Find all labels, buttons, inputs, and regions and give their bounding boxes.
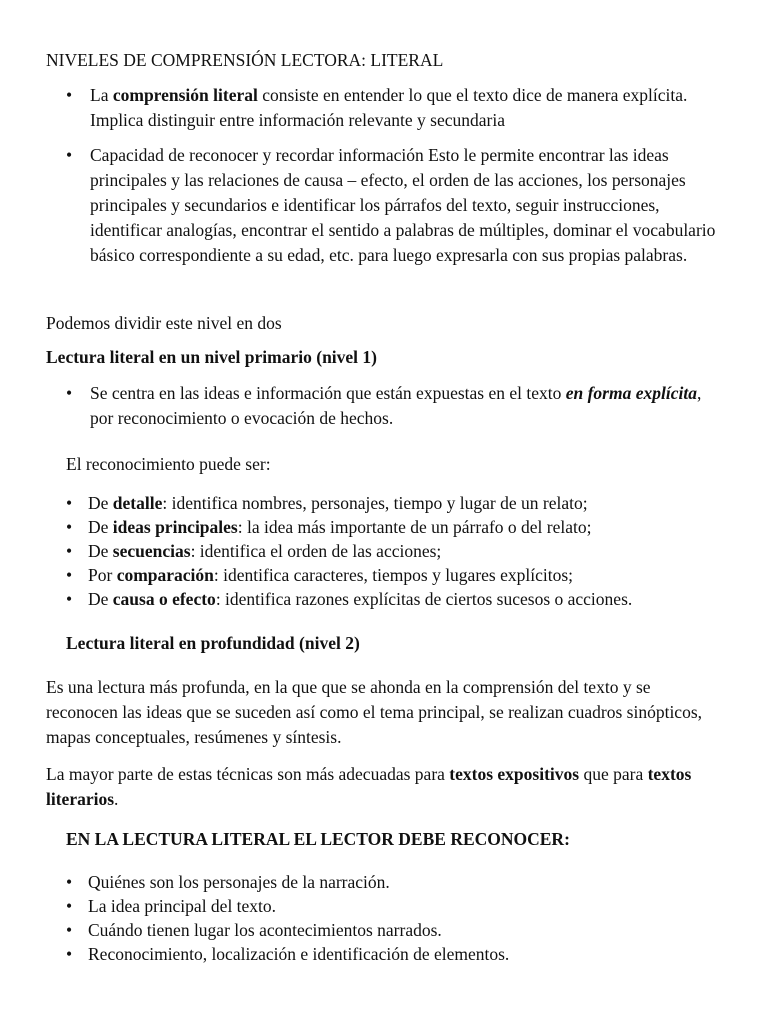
list-item: • La comprensión literal consiste en entender lo que el texto dice de manera explícita. Implica distinguir entre información relevante y secundaria <box>46 83 726 133</box>
level1-bullet-list <box>46 381 726 431</box>
list-item: • Se centra en las ideas e información que están expuestas en el texto en forma explícita, por reconocimiento o evocación de hechos. <box>46 381 726 431</box>
list-item: • De causa o efecto: identifica razones explícitas de ciertos sucesos o acciones. <box>46 587 736 611</box>
recognition-intro: El reconocimiento puede ser: <box>66 454 271 474</box>
level2-heading: Lectura literal en profundidad (nivel 2) <box>66 633 360 653</box>
level1-heading: Lectura literal en un nivel primario (nivel 1) <box>46 347 377 367</box>
list-item: • Reconocimiento, localización e identificación de elementos. <box>46 942 726 966</box>
intro-bullet-list <box>46 83 726 268</box>
list-item: • De secuencias: identifica el orden de las acciones; <box>46 539 736 563</box>
list-item: • Quiénes son los personajes de la narración. <box>46 870 726 894</box>
reader-list <box>46 870 726 966</box>
divide-text: Podemos dividir este nivel en dos <box>46 313 282 333</box>
reader-heading: EN LA LECTURA LITERAL EL LECTOR DEBE RECONOCER: <box>66 829 570 849</box>
list-item: • Por comparación: identifica caracteres, tiempos y lugares explícitos; <box>46 563 736 587</box>
techniques-paragraph: La mayor parte de estas técnicas son más adecuadas para textos expositivos que para textos literarios. <box>46 764 692 809</box>
list-item: • Capacidad de reconocer y recordar información Esto le permite encontrar las ideas principales y las relaciones de causa – efecto, el orden de las acciones, los personajes principales y secundarios e identificar los párrafos del texto, seguir instrucciones, identificar analogías, encontrar el sentido a palabras de múltiples, dominar el vocabulario básico correspondiente a su edad, etc. para luego expresarla con sus propias palabras. <box>46 143 726 268</box>
list-item: • De ideas principales: la idea más importante de un párrafo o del relato; <box>46 515 736 539</box>
list-item: • De detalle: identifica nombres, personajes, tiempo y lugar de un relato; <box>46 491 736 515</box>
level2-paragraph: Es una lectura más profunda, en la que que se ahonda en la comprensión del texto y se reconocen las ideas que se suceden así como el tema principal, se realizan cuadros sinópticos, mapas conceptuales, resúmenes y síntesis. <box>46 677 703 747</box>
list-item: • Cuándo tienen lugar los acontecimientos narrados. <box>46 918 726 942</box>
recognition-list <box>46 491 736 611</box>
page-title: NIVELES DE COMPRENSIÓN LECTORA: LITERAL <box>46 50 444 70</box>
list-item: • La idea principal del texto. <box>46 894 726 918</box>
